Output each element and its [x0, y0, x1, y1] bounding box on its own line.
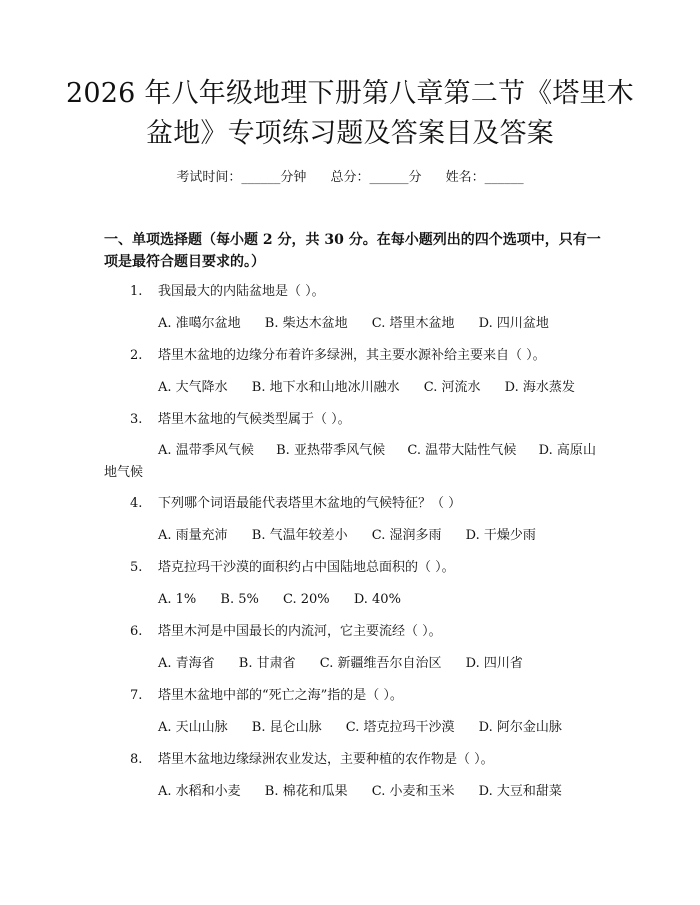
option: B. 气温年较差小	[251, 528, 348, 543]
option: C. 塔里木盆地	[371, 316, 455, 331]
option: A. 准噶尔盆地	[158, 316, 241, 331]
option: C. 20%	[283, 592, 330, 607]
question	[130, 751, 610, 769]
option: D. 四川盆地	[478, 316, 549, 331]
question-text: 塔里木盆地边缘绿洲农业发达，主要种植的农作物是（ ）。	[158, 752, 494, 767]
question	[130, 347, 610, 365]
option: C. 湿润多雨	[371, 528, 442, 543]
option: A. 温带季风气候	[158, 443, 254, 458]
student-name: 姓名：______	[445, 170, 524, 185]
total-score: 总分：______分	[330, 170, 422, 185]
question-number: 6.	[130, 624, 143, 639]
exam-info	[0, 169, 700, 187]
option: A. 青海省	[158, 656, 215, 671]
question-number: 7.	[130, 688, 143, 703]
question-number: 8.	[130, 752, 143, 767]
question-text: 塔里木河是中国最长的内流河，它主要流经（ ）。	[158, 624, 442, 639]
option: D. 四川省	[465, 656, 523, 671]
question-options	[158, 783, 562, 801]
question-options	[158, 379, 575, 397]
option: D. 大豆和甜菜	[478, 784, 562, 799]
question-options	[158, 591, 401, 609]
question	[130, 623, 610, 641]
question-text: 塔里木盆地的气候类型属于（ ）。	[158, 412, 351, 427]
option: A. 水稻和小麦	[158, 784, 241, 799]
option: A. 天山山脉	[158, 720, 228, 735]
option: B. 棉花和瓜果	[264, 784, 348, 799]
option: A. 大气降水	[158, 380, 228, 395]
question-options	[158, 655, 523, 673]
option: B. 甘肃省	[238, 656, 296, 671]
option: B. 地下水和山地冰川融水	[251, 380, 400, 395]
option: B. 亚热带季风气候	[276, 443, 386, 458]
question-number: 3.	[130, 412, 143, 427]
question-text: 下列哪个词语最能代表塔里木盆地的气候特征？（ ）	[158, 496, 462, 511]
document-title: 2026 年八年级地理下册第八章第二节《塔里木盆地》专项练习题及答案目及答案	[66, 78, 634, 149]
option: B. 柴达木盆地	[264, 316, 348, 331]
option: D. 海水蒸发	[504, 380, 575, 395]
question-number: 2.	[130, 348, 143, 363]
section-heading: 一、单项选择题（每小题 2 分，共 30 分。在每小题列出的四个选项中，只有一项是最符合题目要求的。）	[104, 232, 601, 270]
option: D. 阿尔金山脉	[478, 720, 562, 735]
question	[130, 495, 610, 513]
exam-time: 考试时间：______分钟	[176, 170, 307, 185]
question	[130, 411, 610, 429]
option: C. 小麦和玉米	[371, 784, 455, 799]
question	[130, 687, 610, 705]
question-text: 塔克拉玛干沙漠的面积约占中国陆地总面积的（ ）。	[158, 560, 455, 575]
question-text: 塔里木盆地中部的“死亡之海”指的是（ ）。	[158, 688, 403, 703]
question	[130, 559, 610, 577]
option: A. 1%	[158, 592, 197, 607]
question-text: 塔里木盆地的边缘分布着许多绿洲，其主要水源补给主要来自（ ）。	[158, 348, 546, 363]
option: C. 新疆维吾尔自治区	[319, 656, 442, 671]
question-options	[104, 440, 596, 484]
option: B. 5%	[220, 592, 259, 607]
option: C. 塔克拉玛干沙漠	[345, 720, 455, 735]
option: B. 昆仑山脉	[251, 720, 322, 735]
question	[130, 283, 610, 301]
option: C. 河流水	[423, 380, 481, 395]
question-options	[158, 719, 562, 737]
option: C. 温带大陆性气候	[407, 443, 517, 458]
question-number: 1.	[130, 284, 143, 299]
question-number: 4.	[130, 496, 143, 511]
question-number: 5.	[130, 560, 143, 575]
option: D. 高原山地气候	[104, 443, 596, 480]
option: A. 雨量充沛	[158, 528, 228, 543]
option: D. 干燥少雨	[465, 528, 536, 543]
question-text: 我国最大的内陆盆地是（ ）。	[158, 284, 325, 299]
question-options	[158, 315, 549, 333]
option: D. 40%	[353, 592, 401, 607]
question-options	[158, 527, 536, 545]
